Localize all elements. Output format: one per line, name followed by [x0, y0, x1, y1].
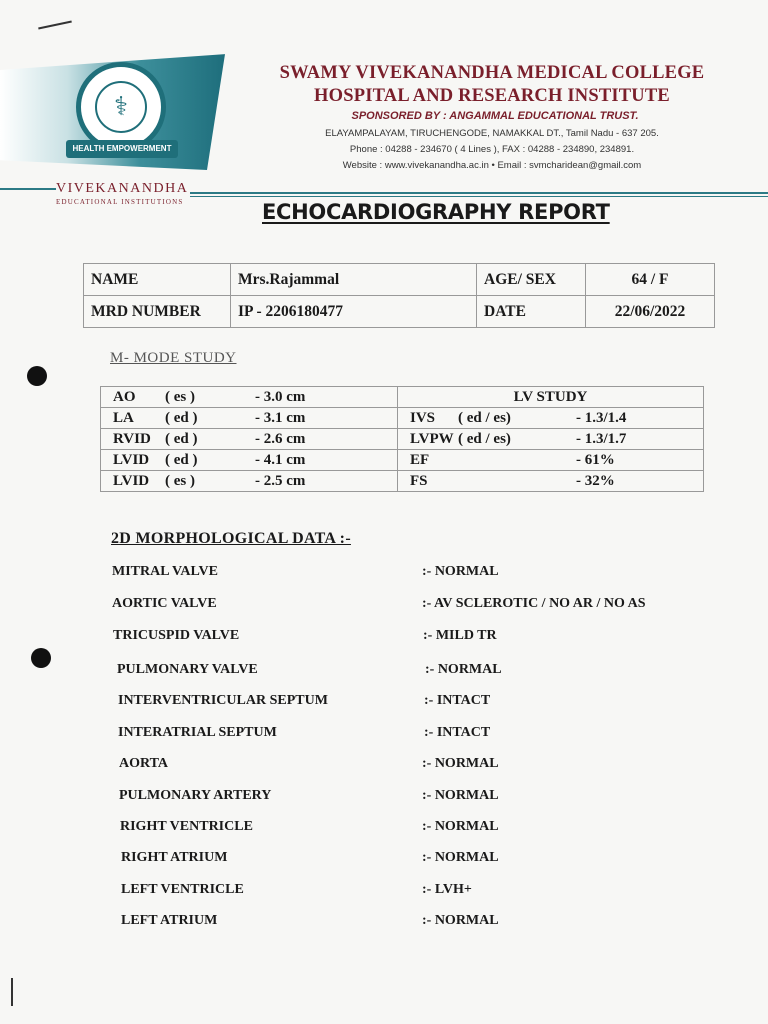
morph-value: :- NORMAL	[422, 913, 499, 928]
table-row	[101, 408, 704, 429]
phone-line: Phone : 04288 - 234670 ( 4 Lines ), FAX : 04288 - 234890, 234891.	[349, 144, 635, 155]
table-row	[101, 471, 704, 492]
header-rule-left	[0, 188, 56, 190]
mmode-value: - 3.0 cm	[255, 388, 306, 405]
morph-label: RIGHT ATRIUM	[121, 850, 228, 865]
mmode-left-cell	[101, 450, 398, 471]
morph-label: PULMONARY ARTERY	[119, 788, 272, 803]
institution-name: VIVEKANANDHA	[56, 181, 189, 196]
mmode-left-cell	[101, 471, 398, 492]
patient-agesex: 64 / F	[586, 264, 715, 296]
address-block	[292, 126, 692, 174]
logo-ribbon: HEALTH EMPOWERMENT	[66, 140, 178, 158]
lv-study-heading: LV STUDY	[398, 387, 704, 408]
mmode-right-cell	[398, 408, 704, 429]
college-name-line2: HOSPITAL AND RESEARCH INSTITUTE	[314, 86, 670, 106]
header-rule	[190, 192, 768, 194]
mmode-left-cell	[101, 429, 398, 450]
mmode-param: LVID	[113, 472, 150, 489]
mmode-phase: ( ed )	[165, 409, 198, 426]
agesex-label: AGE/ SEX	[477, 264, 586, 296]
table-row	[84, 264, 715, 296]
mmode-param: EF	[410, 451, 430, 468]
morph-value: :- AV SCLEROTIC / NO AR / NO AS	[422, 596, 646, 611]
morph-label: RIGHT VENTRICLE	[120, 819, 253, 834]
mmode-param: LVPW	[410, 430, 454, 447]
morph-label: INTERVENTRICULAR SEPTUM	[118, 693, 328, 708]
mmode-right-cell	[398, 450, 704, 471]
caduceus-icon: ⚕	[95, 81, 147, 133]
morph-value: :- NORMAL	[425, 662, 502, 677]
mrd-label: MRD NUMBER	[84, 296, 231, 328]
morph-value: :- NORMAL	[422, 850, 499, 865]
mmode-phase: ( ed / es)	[458, 430, 511, 447]
morph-value: :- INTACT	[424, 725, 491, 740]
morph-value: :- NORMAL	[422, 788, 499, 803]
mmode-param: LVID	[113, 451, 150, 468]
sponsor-line: SPONSORED BY : ANGAMMAL EDUCATIONAL TRUST.	[351, 110, 639, 122]
web-line: Website : www.vivekanandha.ac.in • Email : svmcharidean@gmail.com	[342, 160, 642, 171]
patient-name: Mrs.Rajammal	[231, 264, 477, 296]
date-label: DATE	[477, 296, 586, 328]
mmode-phase: ( ed )	[165, 451, 198, 468]
morph-label: AORTA	[119, 756, 169, 771]
morph-value: :- NORMAL	[422, 756, 499, 771]
mmode-value: - 1.3/1.7	[576, 430, 627, 447]
pen-mark	[38, 20, 72, 29]
college-seal	[76, 62, 166, 152]
report-date: 22/06/2022	[586, 296, 715, 328]
edge-mark	[11, 978, 13, 1006]
mmode-right-cell	[398, 471, 704, 492]
morphology-heading: 2D MORPHOLOGICAL DATA :-	[111, 530, 351, 547]
morph-label: MITRAL VALVE	[112, 564, 218, 579]
mmode-param: FS	[410, 472, 428, 489]
mmode-table	[100, 386, 704, 492]
mmode-value: - 3.1 cm	[255, 409, 306, 426]
header-rule-thin	[190, 196, 768, 197]
morph-label: LEFT VENTRICLE	[121, 882, 244, 897]
college-name-line1: SWAMY VIVEKANANDHA MEDICAL COLLEGE	[279, 63, 705, 83]
morph-value: :- MILD TR	[423, 628, 497, 643]
morph-label: LEFT ATRIUM	[121, 913, 218, 928]
mmode-value: - 61%	[576, 451, 615, 468]
table-row	[101, 429, 704, 450]
mmode-param: LA	[113, 409, 134, 426]
mmode-param: RVID	[113, 430, 151, 447]
patient-mrd: IP - 2206180477	[231, 296, 477, 328]
mmode-value: - 4.1 cm	[255, 451, 306, 468]
mmode-left-cell	[101, 408, 398, 429]
name-label: NAME	[84, 264, 231, 296]
mmode-param: IVS	[410, 409, 436, 426]
morph-value: :- LVH+	[422, 882, 472, 897]
mmode-value: - 2.6 cm	[255, 430, 306, 447]
report-title: ECHOCARDIOGRAPHY REPORT	[262, 200, 610, 224]
mmode-heading: M- MODE STUDY	[110, 350, 237, 366]
table-row	[101, 387, 704, 408]
morph-label: TRICUSPID VALVE	[113, 628, 240, 643]
address-line: ELAYAMPALAYAM, TIRUCHENGODE, NAMAKKAL DT., Tamil Nadu - 637 205.	[325, 128, 659, 139]
mmode-value: - 32%	[576, 472, 615, 489]
mmode-value: - 2.5 cm	[255, 472, 306, 489]
morph-value: :- NORMAL	[422, 819, 499, 834]
mmode-left-cell	[101, 387, 398, 408]
morph-value: :- INTACT	[424, 693, 491, 708]
mmode-phase: ( ed / es)	[458, 409, 511, 426]
mmode-phase: ( es )	[165, 388, 195, 405]
morph-label: PULMONARY VALVE	[117, 662, 258, 677]
mmode-param: AO	[113, 388, 136, 405]
morph-label: AORTIC VALVE	[112, 596, 217, 611]
mmode-value: - 1.3/1.4	[576, 409, 627, 426]
mmode-right-cell	[398, 429, 704, 450]
table-row	[84, 296, 715, 328]
punch-hole-top	[27, 366, 47, 386]
institution-subtitle: EDUCATIONAL INSTITUTIONS	[56, 198, 184, 206]
college-name	[262, 62, 722, 108]
mmode-phase: ( ed )	[165, 430, 198, 447]
patient-info-table	[83, 263, 715, 328]
punch-hole-bottom	[31, 648, 51, 668]
mmode-phase: ( es )	[165, 472, 195, 489]
morph-label: INTERATRIAL SEPTUM	[118, 725, 277, 740]
table-row	[101, 450, 704, 471]
morph-value: :- NORMAL	[422, 564, 499, 579]
